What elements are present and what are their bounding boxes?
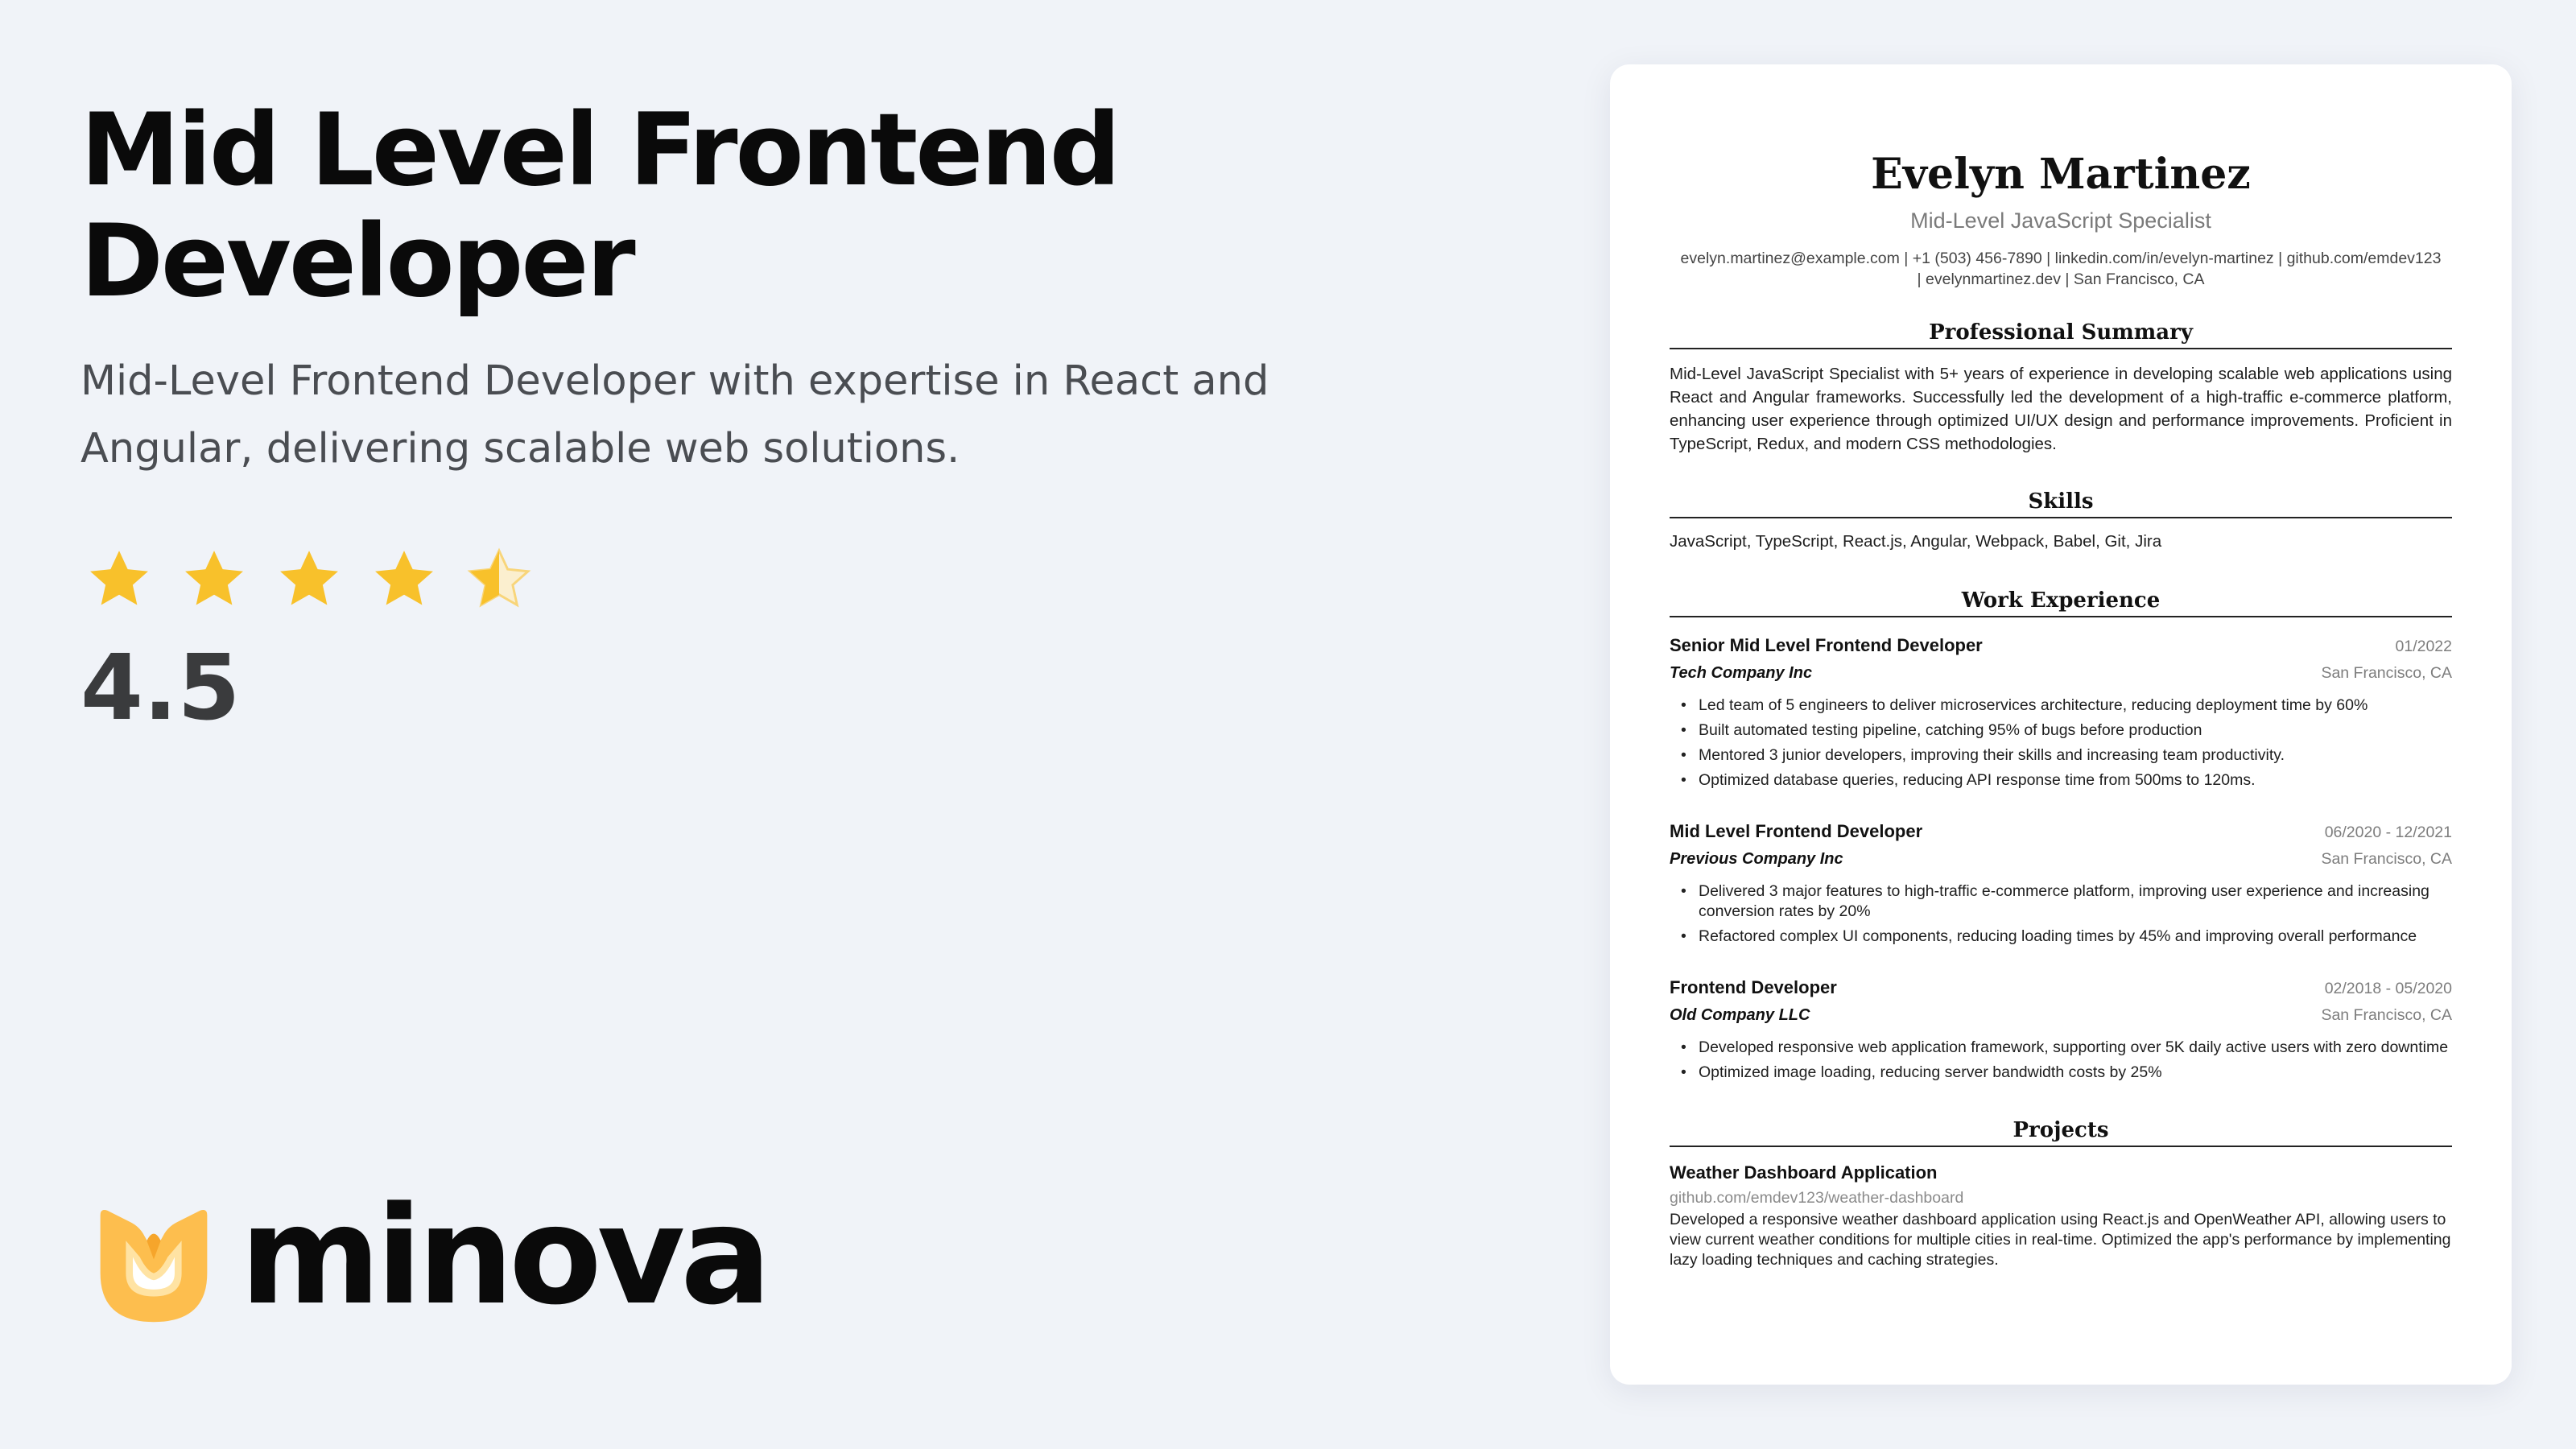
job-entry (1670, 818, 2452, 947)
bullet-item: • Developed responsive web application framework, supporting over 5K daily active users with zero downtime (1670, 1038, 2452, 1058)
section-title: Skills (1670, 488, 2452, 518)
contact-line: | evelynmartinez.dev | San Francisco, CA (1917, 270, 2205, 288)
section-title: Work Experience (1670, 587, 2452, 617)
bullet-item: • Optimized database queries, reducing API response time from 500ms to 120ms. (1670, 770, 2452, 791)
star-icon (369, 544, 440, 615)
job-company: Old Company LLC (1670, 1006, 1810, 1024)
bullet-item: • Refactored complex UI components, reducing loading times by 45% and improving overall performance (1670, 927, 2452, 947)
project-description: Developed a responsive weather dashboard application using React.js and OpenWeather API, allowing users to view current weather conditions for multiple cities in real-time. Optimized the app's performance by implementing lazy loading techniques and caching strategies. (1670, 1211, 2451, 1269)
job-bullets (1670, 696, 2452, 791)
skills-text: JavaScript, TypeScript, React.js, Angular, Webpack, Babel, Git, Jira (1670, 532, 2162, 551)
job-date: 01/2022 (2395, 638, 2452, 655)
resume-name: Evelyn Martinez (1871, 150, 2251, 199)
work-experience-section (1670, 587, 2452, 1083)
job-location: San Francisco, CA (2321, 850, 2452, 868)
job-location: San Francisco, CA (2321, 664, 2452, 682)
summary-text: Mid-Level JavaScript Specialist with 5+ years of experience in developing scalable web applications using React and Angular frameworks. Successfully led the development of a high-traffic e-commerce platform, enhancing user experience through optimized UI/UX design and performance improvements. Proficient in TypeScript, Redux, and modern CSS methodologies. (1670, 365, 2452, 453)
star-icon (274, 544, 345, 615)
project-title: Weather Dashboard Application (1670, 1162, 1938, 1183)
job-title: Senior Mid Level Frontend Developer (1670, 635, 1983, 655)
job-company: Previous Company Inc (1670, 850, 1843, 868)
page-title: Mid Level Frontend Developer (80, 93, 1119, 320)
rating-value: 4.5 (80, 636, 241, 741)
job-bullets (1670, 1038, 2452, 1083)
half-star-icon (464, 544, 535, 615)
summary-section (1670, 319, 2452, 456)
bullet-item: • Optimized image loading, reducing server bandwidth costs by 25% (1670, 1063, 2452, 1083)
star-icon (84, 544, 155, 615)
job-entry (1670, 974, 2452, 1083)
job-company: Tech Company Inc (1670, 664, 1813, 682)
page-subtitle: Mid-Level Frontend Developer with expertise in React and Angular, delivering scalable web solutions. (80, 357, 1269, 473)
job-date: 06/2020 - 12/2021 (2324, 824, 2452, 841)
job-entry (1670, 632, 2452, 791)
job-title: Frontend Developer (1670, 977, 1837, 997)
skills-section (1670, 488, 2452, 553)
job-title: Mid Level Frontend Developer (1670, 821, 1923, 841)
bullet-item: • Delivered 3 major features to high-traffic e-commerce platform, improving user experience and increasing conversion rates by 20% (1670, 881, 2452, 922)
project-link[interactable]: github.com/emdev123/weather-dashboard (1670, 1189, 1964, 1207)
section-title: Projects (1670, 1117, 2452, 1147)
bullet-item: • Built automated testing pipeline, catching 95% of bugs before production (1670, 720, 2452, 741)
bullet-item: • Mentored 3 junior developers, improving their skills and increasing team productivity. (1670, 745, 2452, 766)
brand-name: minova (240, 1177, 767, 1335)
projects-section (1670, 1117, 2452, 1270)
star-icon (179, 544, 250, 615)
section-title: Professional Summary (1670, 319, 2452, 349)
resume-preview (1610, 64, 2512, 1385)
brand-logo (95, 1177, 767, 1335)
resume-contact (1670, 248, 2452, 290)
resume-role: Mid-Level JavaScript Specialist (1910, 208, 2211, 233)
contact-line: evelyn.martinez@example.com | +1 (503) 456-7890 | linkedin.com/in/evelyn-martinez | github.com/emdev123 (1680, 250, 2442, 267)
project-entry (1670, 1160, 2452, 1270)
job-location: San Francisco, CA (2321, 1006, 2452, 1024)
job-date: 02/2018 - 05/2020 (2324, 980, 2452, 997)
star-rating (84, 544, 535, 615)
minova-logo-icon (95, 1206, 213, 1327)
bullet-item: • Led team of 5 engineers to deliver microservices architecture, reducing deployment time by 60% (1670, 696, 2452, 716)
job-bullets (1670, 881, 2452, 947)
